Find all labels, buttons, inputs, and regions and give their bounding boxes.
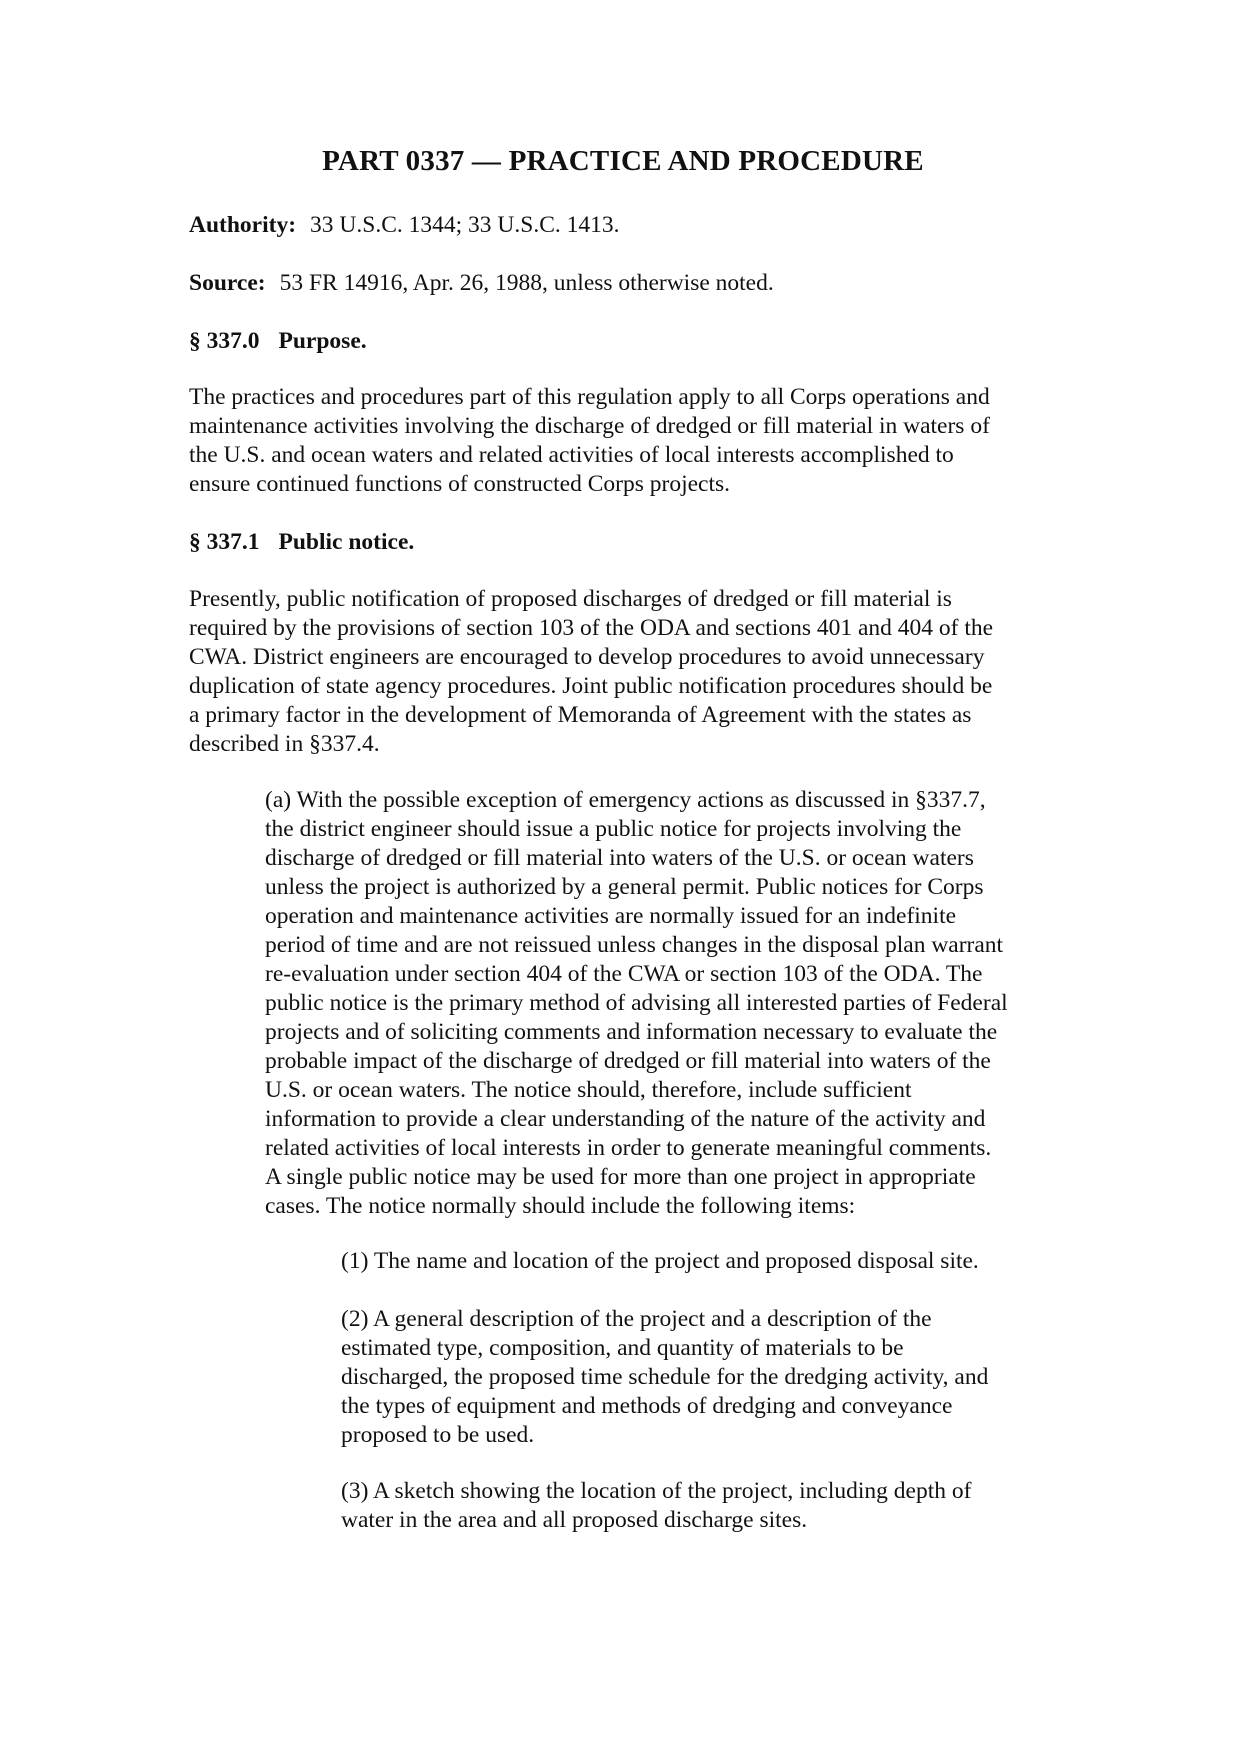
section-number: § 337.0: [189, 328, 260, 354]
paragraph-line: maintenance activities involving the discharge of dredged or fill material in waters of: [189, 413, 990, 439]
public-notice-paragraph: [189, 585, 993, 759]
paragraph-line: the U.S. and ocean waters and related activities of local interests accomplished to: [189, 442, 954, 468]
paragraph-line: CWA. District engineers are encouraged to develop procedures to avoid unnecessary: [189, 644, 985, 670]
paragraph-line: described in §337.4.: [189, 731, 380, 757]
purpose-paragraph: [189, 383, 990, 499]
list-item-2: [341, 1305, 988, 1450]
authority-label: Authority:: [189, 212, 297, 238]
paragraph-line: probable impact of the discharge of dredged or fill material into waters of the: [265, 1048, 991, 1074]
authority-line: [189, 210, 620, 240]
section-title: Public notice.: [278, 529, 415, 555]
paragraph-line: estimated type, composition, and quantity of materials to be: [341, 1335, 904, 1361]
paragraph-line: discharge of dredged or fill material into waters of the U.S. or ocean waters: [265, 845, 974, 871]
paragraph-line: water in the area and all proposed discharge sites.: [341, 1507, 808, 1533]
paragraph-line: re-evaluation under section 404 of the CWA or section 103 of the ODA. The: [265, 961, 983, 987]
paragraph-line: (a) With the possible exception of emergency actions as discussed in §337.7,: [265, 787, 986, 813]
paragraph-line: related activities of local interests in order to generate meaningful comments.: [265, 1135, 992, 1161]
paragraph-line: (3) A sketch showing the location of the project, including depth of: [341, 1478, 972, 1504]
paragraph-line: period of time and are not reissued unless changes in the disposal plan warrant: [265, 932, 1004, 958]
paragraph-line: U.S. or ocean waters. The notice should, therefore, include sufficient: [265, 1077, 912, 1103]
section-heading-337-0: [189, 326, 367, 356]
paragraph-line: required by the provisions of section 103 of the ODA and sections 401 and 404 of the: [189, 615, 994, 641]
paragraph-line: a primary factor in the development of Memoranda of Agreement with the states as: [189, 702, 972, 728]
list-item-1: [341, 1247, 979, 1276]
section-title: Purpose.: [278, 328, 367, 354]
paragraph-line: Presently, public notification of proposed discharges of dredged or fill material is: [189, 586, 952, 612]
paragraph-line: (2) A general description of the project and a description of the: [341, 1306, 932, 1332]
authority-text: 33 U.S.C. 1344; 33 U.S.C. 1413.: [310, 212, 620, 238]
paragraph-line: the types of equipment and methods of dredging and conveyance: [341, 1393, 953, 1419]
paragraph-line: information to provide a clear understanding of the nature of the activity and: [265, 1106, 986, 1132]
paragraph-line: ensure continued functions of constructed Corps projects.: [189, 471, 731, 497]
section-number: § 337.1: [189, 529, 260, 555]
paragraph-line: (1) The name and location of the project and proposed disposal site.: [341, 1248, 979, 1274]
paragraph-line: the district engineer should issue a public notice for projects involving the: [265, 816, 962, 842]
page-title: PART 0337 — PRACTICE AND PROCEDURE: [322, 145, 924, 177]
paragraph-line: public notice is the primary method of advising all interested parties of Federal: [265, 990, 1008, 1016]
source-line: [189, 268, 774, 298]
paragraph-line: duplication of state agency procedures. Joint public notification procedures should be: [189, 673, 993, 699]
paragraph-line: discharged, the proposed time schedule for the dredging activity, and: [341, 1364, 989, 1390]
paragraph-line: projects and of soliciting comments and information necessary to evaluate the: [265, 1019, 998, 1045]
paragraph-line: A single public notice may be used for more than one project in appropriate: [265, 1164, 976, 1190]
paragraph-line: The practices and procedures part of this regulation apply to all Corps operations and: [189, 384, 990, 410]
paragraph-line: unless the project is authorized by a general permit. Public notices for Corps: [265, 874, 984, 900]
subparagraph-a: [265, 786, 1008, 1221]
paragraph-line: proposed to be used.: [341, 1422, 535, 1448]
paragraph-line: operation and maintenance activities are normally issued for an indefinite: [265, 903, 957, 929]
source-label: Source:: [189, 270, 266, 296]
section-heading-337-1: [189, 527, 414, 557]
paragraph-line: cases. The notice normally should include the following items:: [265, 1193, 856, 1219]
source-text: 53 FR 14916, Apr. 26, 1988, unless otherwise noted.: [279, 270, 774, 296]
list-item-3: [341, 1477, 971, 1535]
